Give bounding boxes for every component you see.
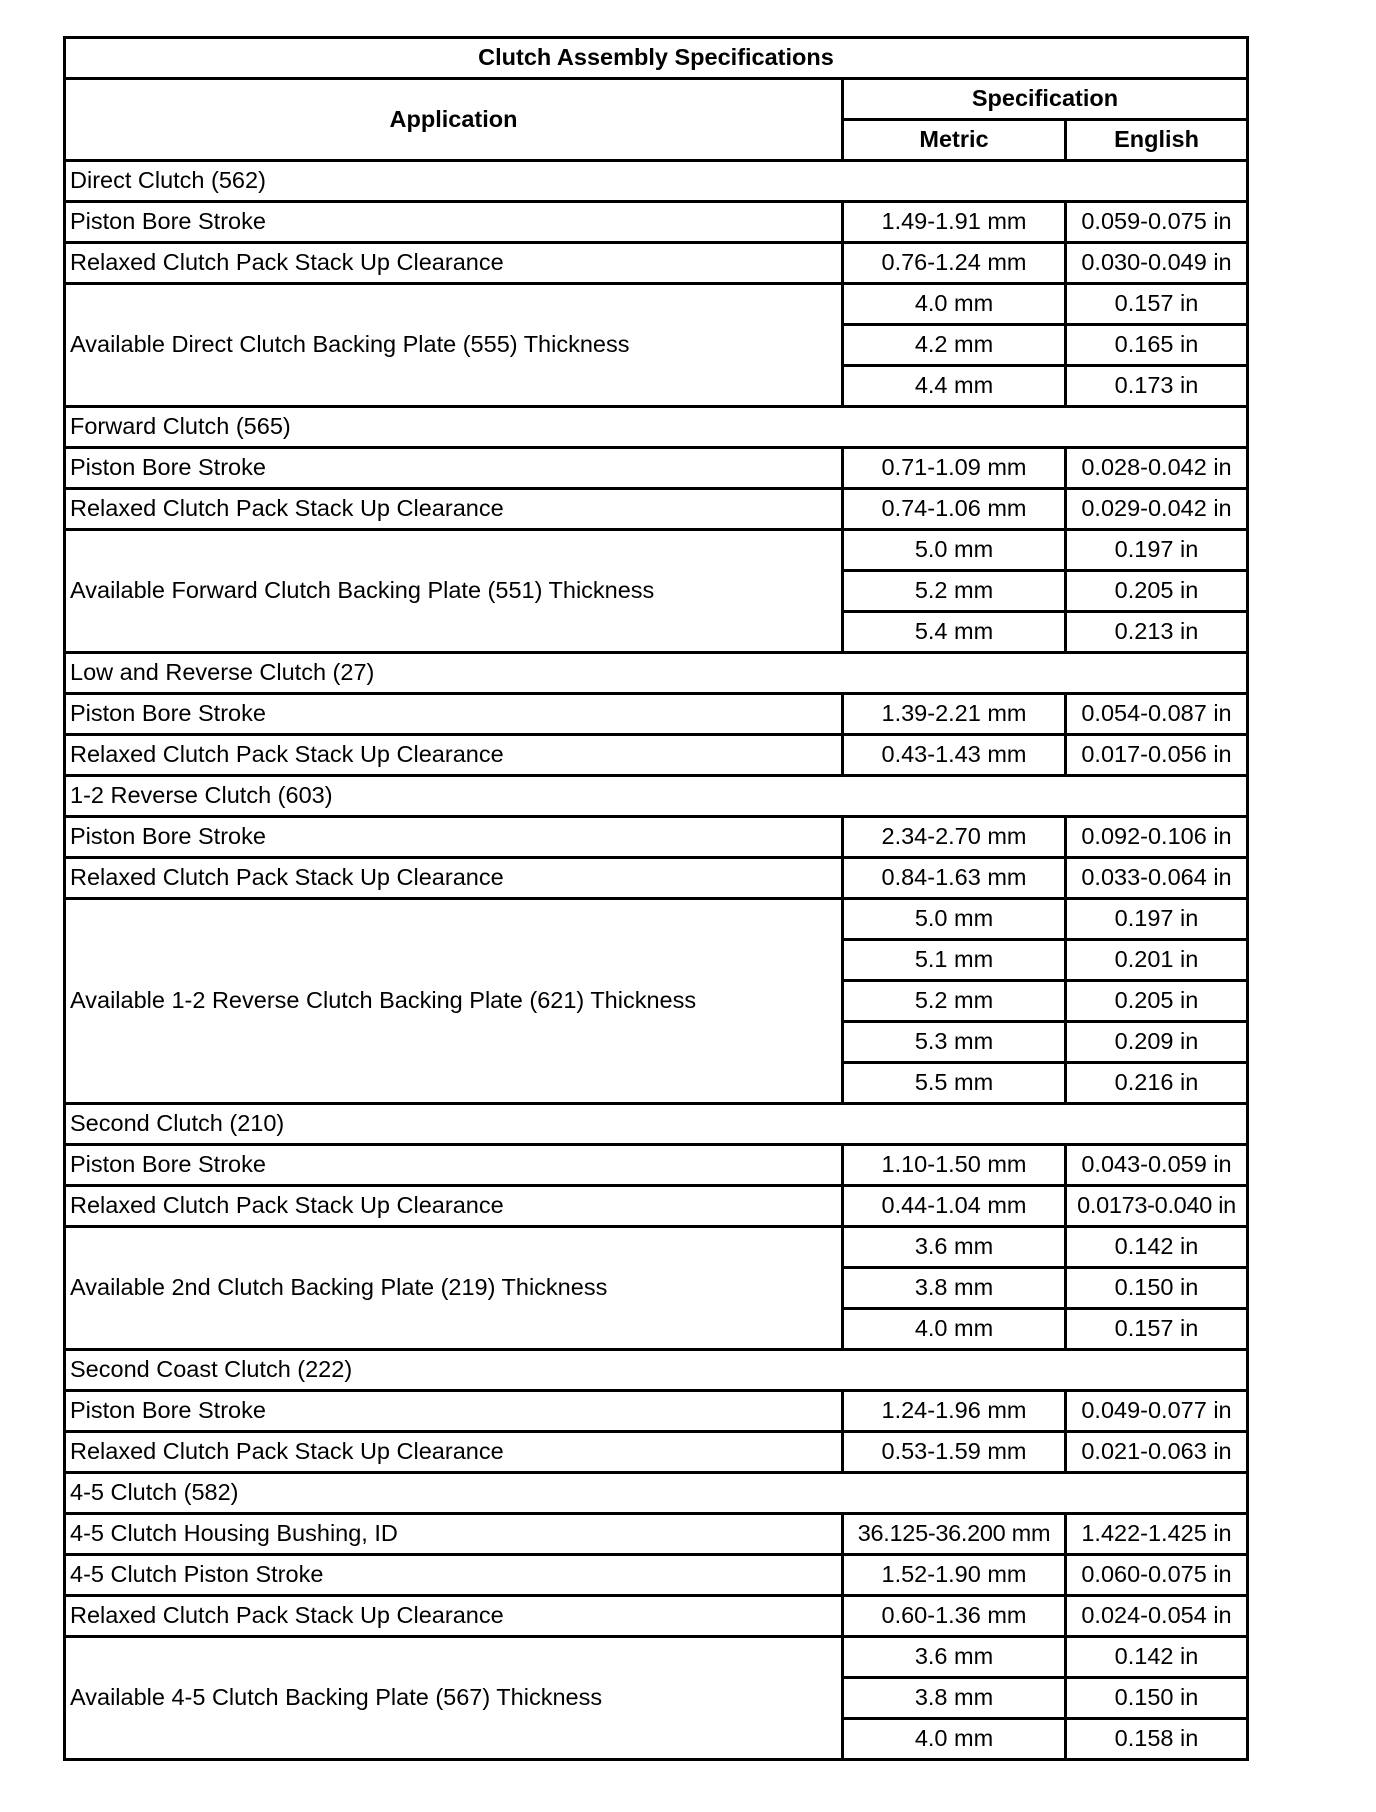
english-value: 0.033-0.064 in (1066, 858, 1248, 899)
metric-value: 4.2 mm (843, 325, 1066, 366)
english-value: 0.150 in (1066, 1678, 1248, 1719)
table-row (65, 1186, 1248, 1227)
spec-body (65, 161, 1248, 1760)
english-value: 0.029-0.042 in (1066, 489, 1248, 530)
spec-label: Available 1-2 Reverse Clutch Backing Plate (621) Thickness (65, 899, 843, 1104)
english-value: 0.173 in (1066, 366, 1248, 407)
metric-value: 0.84-1.63 mm (843, 858, 1066, 899)
table-row (65, 489, 1248, 530)
english-value: 0.030-0.049 in (1066, 243, 1248, 284)
spec-label: 4-5 Clutch Housing Bushing, ID (65, 1514, 843, 1555)
metric-value: 1.39-2.21 mm (843, 694, 1066, 735)
metric-value: 0.44-1.04 mm (843, 1186, 1066, 1227)
spec-label: Available Forward Clutch Backing Plate (551) Thickness (65, 530, 843, 653)
spec-label: Relaxed Clutch Pack Stack Up Clearance (65, 1432, 843, 1473)
section-title: Forward Clutch (565) (65, 407, 1248, 448)
metric-value: 3.8 mm (843, 1268, 1066, 1309)
english-value: 0.054-0.087 in (1066, 694, 1248, 735)
english-value: 0.165 in (1066, 325, 1248, 366)
metric-value: 5.2 mm (843, 571, 1066, 612)
metric-value: 5.1 mm (843, 940, 1066, 981)
table-row (65, 1555, 1248, 1596)
table-row (65, 1596, 1248, 1637)
english-value: 0.043-0.059 in (1066, 1145, 1248, 1186)
spec-label: Piston Bore Stroke (65, 1391, 843, 1432)
english-value: 1.422-1.425 in (1066, 1514, 1248, 1555)
spec-label: Piston Bore Stroke (65, 448, 843, 489)
english-value: 0.059-0.075 in (1066, 202, 1248, 243)
section-row (65, 407, 1248, 448)
spec-label: Relaxed Clutch Pack Stack Up Clearance (65, 735, 843, 776)
section-title: 4-5 Clutch (582) (65, 1473, 1248, 1514)
english-value: 0.024-0.054 in (1066, 1596, 1248, 1637)
clutch-spec-table (63, 36, 1249, 1761)
metric-value: 5.3 mm (843, 1022, 1066, 1063)
table-row (65, 1391, 1248, 1432)
section-row (65, 653, 1248, 694)
spec-label: Relaxed Clutch Pack Stack Up Clearance (65, 243, 843, 284)
english-value: 0.213 in (1066, 612, 1248, 653)
english-value: 0.197 in (1066, 530, 1248, 571)
english-value: 0.158 in (1066, 1719, 1248, 1760)
specification-header: Specification (843, 79, 1248, 120)
english-header: English (1066, 120, 1248, 161)
header-row (65, 79, 1248, 120)
english-value: 0.157 in (1066, 284, 1248, 325)
english-value: 0.092-0.106 in (1066, 817, 1248, 858)
spec-label: Available 4-5 Clutch Backing Plate (567) Thickness (65, 1637, 843, 1760)
metric-value: 3.8 mm (843, 1678, 1066, 1719)
spec-label: Piston Bore Stroke (65, 817, 843, 858)
table-row (65, 284, 1248, 325)
metric-value: 4.4 mm (843, 366, 1066, 407)
section-title: Direct Clutch (562) (65, 161, 1248, 202)
english-value: 0.205 in (1066, 981, 1248, 1022)
table-row (65, 1145, 1248, 1186)
table-title-row (65, 38, 1248, 79)
metric-value: 0.76-1.24 mm (843, 243, 1066, 284)
english-value: 0.021-0.063 in (1066, 1432, 1248, 1473)
metric-value: 1.52-1.90 mm (843, 1555, 1066, 1596)
metric-value: 4.0 mm (843, 1309, 1066, 1350)
english-value: 0.201 in (1066, 940, 1248, 981)
metric-value: 0.71-1.09 mm (843, 448, 1066, 489)
section-title: 1-2 Reverse Clutch (603) (65, 776, 1248, 817)
metric-value: 0.74-1.06 mm (843, 489, 1066, 530)
spec-label: Relaxed Clutch Pack Stack Up Clearance (65, 489, 843, 530)
spec-label: 4-5 Clutch Piston Stroke (65, 1555, 843, 1596)
metric-value: 0.53-1.59 mm (843, 1432, 1066, 1473)
table-row (65, 817, 1248, 858)
section-title: Second Clutch (210) (65, 1104, 1248, 1145)
spec-label: Relaxed Clutch Pack Stack Up Clearance (65, 1186, 843, 1227)
table-row (65, 899, 1248, 940)
section-title: Low and Reverse Clutch (27) (65, 653, 1248, 694)
table-row (65, 448, 1248, 489)
table-row (65, 858, 1248, 899)
metric-value: 1.24-1.96 mm (843, 1391, 1066, 1432)
metric-value: 5.0 mm (843, 899, 1066, 940)
metric-value: 0.60-1.36 mm (843, 1596, 1066, 1637)
spec-label: Relaxed Clutch Pack Stack Up Clearance (65, 858, 843, 899)
metric-value: 5.0 mm (843, 530, 1066, 571)
english-value: 0.209 in (1066, 1022, 1248, 1063)
table-title: Clutch Assembly Specifications (65, 38, 1248, 79)
metric-value: 5.2 mm (843, 981, 1066, 1022)
table-row (65, 1432, 1248, 1473)
table-row (65, 243, 1248, 284)
metric-value: 2.34-2.70 mm (843, 817, 1066, 858)
english-value: 0.028-0.042 in (1066, 448, 1248, 489)
english-value: 0.142 in (1066, 1227, 1248, 1268)
spec-label: Available 2nd Clutch Backing Plate (219) Thickness (65, 1227, 843, 1350)
table-row (65, 202, 1248, 243)
english-value: 0.142 in (1066, 1637, 1248, 1678)
metric-value: 5.5 mm (843, 1063, 1066, 1104)
metric-value: 36.125-36.200 mm (843, 1514, 1066, 1555)
table-row (65, 1227, 1248, 1268)
table-row (65, 530, 1248, 571)
table-row (65, 694, 1248, 735)
metric-value: 3.6 mm (843, 1637, 1066, 1678)
spec-label: Available Direct Clutch Backing Plate (555) Thickness (65, 284, 843, 407)
english-value: 0.060-0.075 in (1066, 1555, 1248, 1596)
metric-value: 1.49-1.91 mm (843, 202, 1066, 243)
english-value: 0.205 in (1066, 571, 1248, 612)
metric-value: 0.43-1.43 mm (843, 735, 1066, 776)
spec-label: Piston Bore Stroke (65, 202, 843, 243)
english-value: 0.197 in (1066, 899, 1248, 940)
table-row (65, 1637, 1248, 1678)
metric-header: Metric (843, 120, 1066, 161)
english-value: 0.017-0.056 in (1066, 735, 1248, 776)
metric-value: 1.10-1.50 mm (843, 1145, 1066, 1186)
english-value: 0.150 in (1066, 1268, 1248, 1309)
english-value: 0.049-0.077 in (1066, 1391, 1248, 1432)
metric-value: 4.0 mm (843, 1719, 1066, 1760)
table-row (65, 1514, 1248, 1555)
metric-value: 3.6 mm (843, 1227, 1066, 1268)
section-row (65, 1104, 1248, 1145)
spec-label: Piston Bore Stroke (65, 694, 843, 735)
application-header: Application (65, 79, 843, 161)
english-value: 0.157 in (1066, 1309, 1248, 1350)
spec-label: Piston Bore Stroke (65, 1145, 843, 1186)
section-row (65, 1473, 1248, 1514)
section-title: Second Coast Clutch (222) (65, 1350, 1248, 1391)
metric-value: 4.0 mm (843, 284, 1066, 325)
section-row (65, 776, 1248, 817)
table-row (65, 735, 1248, 776)
section-row (65, 161, 1248, 202)
section-row (65, 1350, 1248, 1391)
metric-value: 5.4 mm (843, 612, 1066, 653)
english-value: 0.216 in (1066, 1063, 1248, 1104)
spec-label: Relaxed Clutch Pack Stack Up Clearance (65, 1596, 843, 1637)
english-value: 0.0173-0.040 in (1066, 1186, 1248, 1227)
